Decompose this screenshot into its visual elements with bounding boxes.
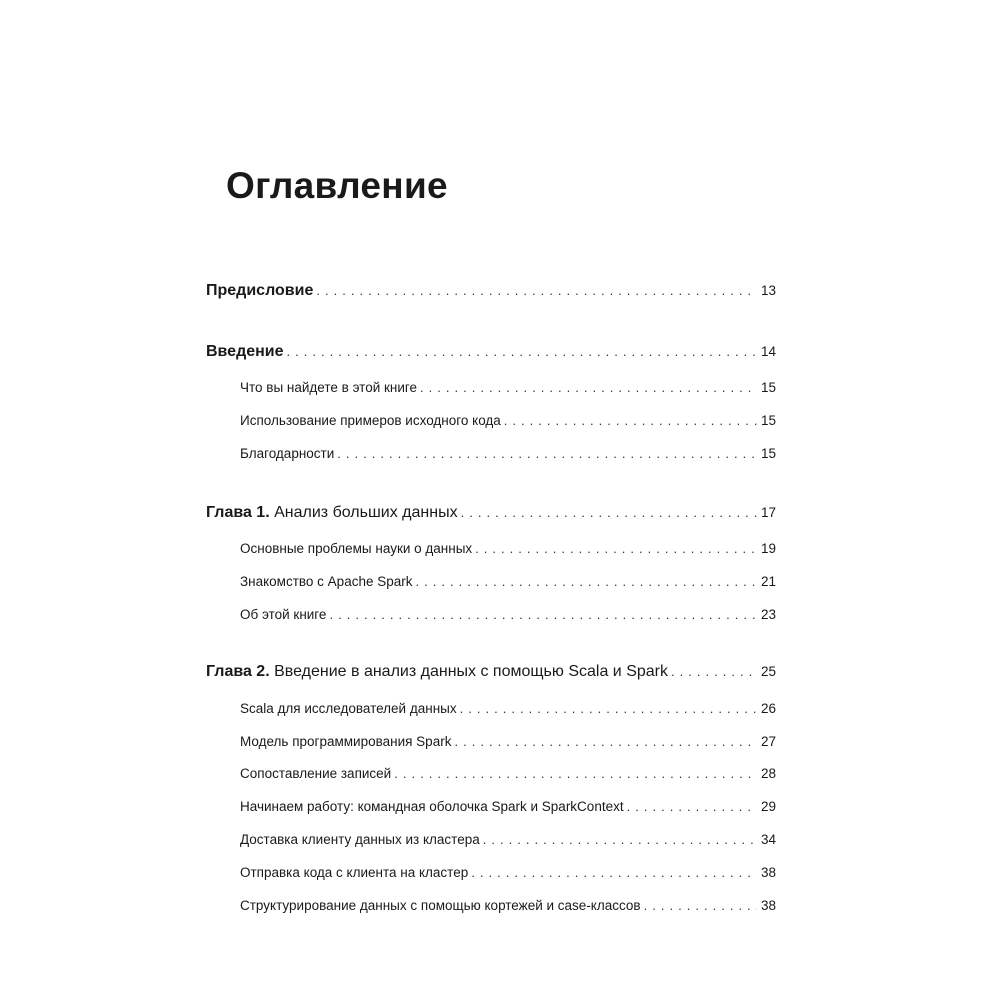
leader-dots xyxy=(287,342,757,362)
toc-entry-label: Сопоставление записей xyxy=(240,766,392,781)
leader-dots xyxy=(415,572,757,592)
leader-dots xyxy=(471,863,757,883)
toc-entry-label xyxy=(206,662,668,682)
toc-entry-chapter-1 xyxy=(206,503,776,523)
toc-entry-label: Отправка кода с клиента на кластер xyxy=(240,865,469,880)
toc-page-number: 15 xyxy=(760,380,776,395)
leader-dots xyxy=(460,699,757,719)
toc-entry xyxy=(240,539,776,559)
toc-entry-label: Введение xyxy=(206,343,284,360)
toc-entry xyxy=(240,896,776,916)
toc-entry xyxy=(240,444,776,464)
leader-dots xyxy=(461,503,757,523)
toc-entry-label xyxy=(206,503,458,523)
leader-dots xyxy=(394,764,757,784)
leader-dots xyxy=(627,797,757,817)
toc-page-number: 21 xyxy=(760,574,776,589)
toc-entry xyxy=(240,764,776,784)
toc-page-number: 15 xyxy=(760,413,776,428)
leader-dots xyxy=(316,281,757,301)
toc-entry-label: Scala для исследователей данных xyxy=(240,701,457,716)
toc-page-number: 17 xyxy=(760,505,776,520)
page-title: Оглавление xyxy=(226,165,448,206)
leader-dots xyxy=(475,539,757,559)
leader-dots xyxy=(644,896,757,916)
leader-dots xyxy=(420,378,757,398)
toc-entry xyxy=(240,605,776,625)
toc-entry-label: Знакомство с Apache Spark xyxy=(240,574,413,589)
toc-entry xyxy=(240,863,776,883)
chapter-title: Введение в анализ данных с помощью Scala и Spark xyxy=(274,663,668,680)
toc-entry xyxy=(240,572,776,592)
toc-entry-label: Основные проблемы науки о данных xyxy=(240,541,473,556)
toc-entry-label: Что вы найдете в этой книге xyxy=(240,380,418,395)
toc-page-number: 13 xyxy=(760,283,776,298)
toc-page-number: 19 xyxy=(760,541,776,556)
toc-entry xyxy=(240,411,776,431)
toc-entry-label: Использование примеров исходного кода xyxy=(240,413,501,428)
toc-entry-label: Доставка клиенту данных из кластера xyxy=(240,832,480,847)
toc-entry-label: Структурирование данных с помощью кортежей и case-классов xyxy=(240,898,641,913)
toc-entry-introduction xyxy=(206,342,776,362)
toc-page-number: 23 xyxy=(760,607,776,622)
leader-dots xyxy=(504,411,757,431)
toc-page-number: 25 xyxy=(760,664,776,679)
toc-page-number: 26 xyxy=(760,701,776,716)
toc-page-number: 28 xyxy=(760,766,776,781)
toc-entry xyxy=(240,797,776,817)
toc-entry-chapter-2 xyxy=(206,662,776,682)
toc-page-number: 27 xyxy=(760,734,776,749)
chapter-title: Анализ больших данных xyxy=(274,504,458,521)
toc-entry xyxy=(240,830,776,850)
toc-page-number: 34 xyxy=(760,832,776,847)
toc-page-number: 38 xyxy=(760,898,776,913)
toc-entry-label: Начинаем работу: командная оболочка Spark и SparkContext xyxy=(240,799,624,814)
leader-dots xyxy=(671,662,757,682)
toc-page-number: 29 xyxy=(760,799,776,814)
toc-page-number: 15 xyxy=(760,446,776,461)
toc-entry-label: Модель программирования Spark xyxy=(240,734,452,749)
toc-entry-label: Благодарности xyxy=(240,446,335,461)
toc-entry-label: Об этой книге xyxy=(240,607,327,622)
toc-entry-label: Предисловие xyxy=(206,282,314,299)
chapter-number: Глава 2. xyxy=(206,663,270,680)
toc-entry xyxy=(240,699,776,719)
chapter-number: Глава 1. xyxy=(206,504,270,521)
toc-entry xyxy=(240,378,776,398)
toc-page-number: 14 xyxy=(760,344,776,359)
toc-page-number: 38 xyxy=(760,865,776,880)
leader-dots xyxy=(454,732,757,752)
toc-entry xyxy=(240,732,776,752)
leader-dots xyxy=(329,605,757,625)
leader-dots xyxy=(337,444,757,464)
toc-entry-preface xyxy=(206,281,776,301)
leader-dots xyxy=(483,830,757,850)
